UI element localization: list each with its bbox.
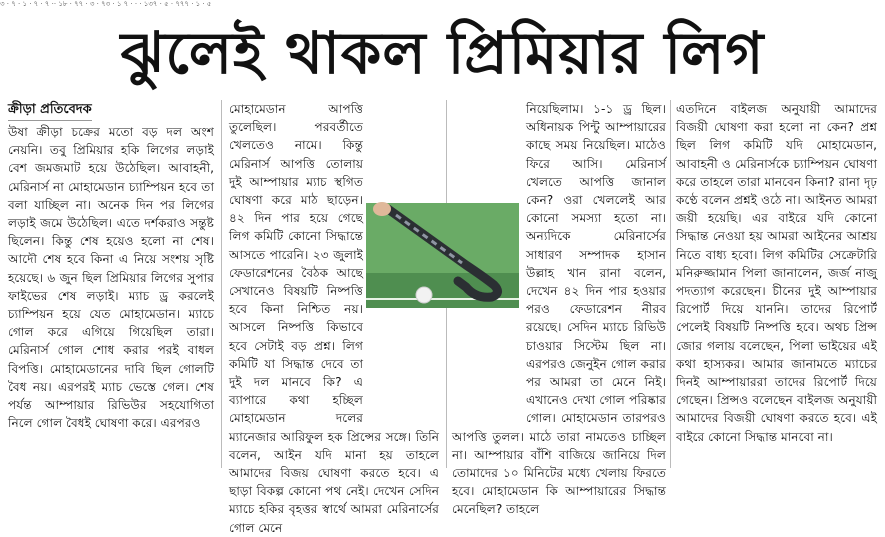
column-divider	[670, 100, 671, 468]
headline: ঝুলেই থাকল প্রিমিয়ার লিগ	[120, 19, 765, 87]
article-column-4	[676, 100, 877, 471]
column-4-text: এতদিনে বাইলজ অনুযায়ী আমাদের বিজয়ী ঘোষণা করা হলো না কেন? প্রশ্ন ছিল লিগ কমিটি যদি মোহামেডান, আবাহনী ও মেরিনার্সকে চ্যাম্পিয়ন ঘোষণা করে তাহলে তারা মানবেন কিনা? রানা দৃঢ় কণ্ঠে বলেন প্রশ্নই ওঠে না। আইনত আমরা জয়ী হয়েছি। এর বাইরে যদি কোনো সিদ্ধান্ত নেওয়া হয় আমরা আইনের আশ্রয় নিতে বাধ্য হবো। লিগ কমিটির সেক্রেটারি মনিরুজ্জামান পিলা জানালেন, জর্জ নাজু পদত্যাগ করেছেন। চীনের দুই আম্পায়ার রিপোর্ট দিয়ে যাননি। তাদের রিপোর্ট পেলেই বিষয়টি নিষ্পত্তি হবে। অথচ প্রিন্স জোর গলায় বলেছেন, পিলা ভাইয়ের এই কথা হাস্যকর। আমার জানামতে ম্যাচের দিনই আম্পায়াররা তাদের রিপোর্ট দিয়ে গেছেন। প্রিন্সও বলেছেন বাইলজ অনুযায়ী আমাদের বিজয়ী ঘোষণা করতে হবে। এই বাইরে কোনো সিদ্ধান্ত মানবো না।	[676, 102, 877, 444]
column-divider	[221, 100, 222, 468]
hockey-photo	[366, 203, 519, 308]
column-1-text: উষা ক্রীড়া চক্রের মতো বড় দল অংশ নেয়নি। তবু প্রিমিয়ার হকি লিগের লড়াই বেশ জমজমাট হয়ে উঠেছিল। আবাহনী, মেরিনার্স না মোহামেডান চ্যাম্পিয়ন হবে তা বলা যাচ্ছিল না। অনেক দিন পর লিগের লড়াই জমে উঠেছিল। এতে দর্শকরাও সন্তুষ্ট ছিলেন। কিন্তু শেষ হয়েও হলো না শেষ। আদৌ শেষ হবে কিনা এ নিয়ে সংশয় সৃষ্টি হয়েছে। ৬ জুন ছিল প্রিমিয়ার লিগের সুপার ফাইভের শেষ লড়াই। ম্যাচ ড্র করলেই চ্যাম্পিয়ন হয়ে যেত মোহামেডান। ম্যাচে গোল করে এগিয়ে গিয়েছিল তারা। মেরিনার্স গোল শোধ করার পরই বাধল বিপত্তি। মোহামেডানের দাবি ছিল গোলটি বৈধ নয়। এরপরই ম্যাচ ভেস্তে গেল। শেষ পর্যন্ত আম্পায়ার রিভিউর সহযোগিতা নিলে গোল বৈধই ঘোষণা করে। এরপরও	[8, 125, 214, 431]
column-2-text: মোহামেডান আপত্তি তুলেছিল। পরবর্তীতে খেলতেও নামে। কিন্তু মেরিনার্স আপত্তি তোলায় দুই আম্পায়ার ম্যাচ স্থগিত ঘোষণা করে মাঠ ছাড়েন। ৪২ দিন পার হয়ে গেছে লিগ কমিটি কোনো সিদ্ধান্তে আসতে পারেনি। ২৩ জুলাই ফেডারেশনের বৈঠক আছে সেখানেও বিষয়টি নিষ্পত্তি হবে কিনা নিশ্চিত নয়। আসলে নিষ্পত্তি কিভাবে হবে সেটাই বড় প্রশ্ন। লিগ কমিটি যা সিদ্ধান্ত দেবে তা দুই দল মানবে কি? এ ব্যাপারে কথা হচ্ছিল মোহামেডান দলের ম্যানেজার আরিফুল হক প্রিন্সের সঙ্গে। তিনি বলেন, আইন যদি মানা হয় তাহলে আমাদের বিজয় ঘোষণা করতে হবে। এ ছাড়া বিকল্প কোনো পথ নেই। দেখেন সেদিন ম্যাচে হকির বৃহত্তর স্বার্থে আমরা মেরিনার্সের গোল মেনে	[229, 102, 439, 535]
article-column-1	[8, 100, 214, 471]
top-strip: ৩ · ৭ · ১ · ৭ · ৭ ·· ১৮ · ৭৭ · ৩ · ৭৩ · ১ ৭ · · · ১৩৭ · ৫ · ৭৭৭ · ১ · ৫	[0, 0, 212, 8]
byline: ক্রীড়া প্রতিবেদক	[8, 100, 92, 121]
hockey-stick-and-ball-icon	[366, 203, 519, 308]
column-3-text: নিয়েছিলাম। ১-১ ড্র ছিল। অধিনায়ক পিন্টু আম্পায়ারের কাছে সময় নিয়েছিল। মাঠেও ফিরে আসি। মেরিনার্স খেলতে আপত্তি জানাল কেন? ওরা খেললেই আর কোনো সমস্যা হতো না। অন্যদিকে মেরিনার্সের সাধারণ সম্পাদক হাসান উল্লাহ খান রানা বলেন, দেখেন ৪২ দিন পার হওয়ার পরও ফেডারেশন নীরব রয়েছে। সেদিন ম্যাচে রিভিউ চাওয়ার সিস্টেম ছিল না। এরপরও জেনুইন গোল করার পর আমরা তা মেনে নিই। এখানেও দেখা গোল পরিষ্কার গোল। মোহামেডান তারপরও আপত্তি তুলল। মাঠে তারা নামতেও চাচ্ছিল না। আম্পায়ার বাঁশি বাজিয়ে জানিয়ে দিল তোমাদের ১০ মিনিটের মধ্যে খেলায় ফিরতে হবে। মোহামেডান কি আম্পায়ারের সিদ্ধান্ত মেনেছিল? তাহলে	[452, 102, 666, 517]
